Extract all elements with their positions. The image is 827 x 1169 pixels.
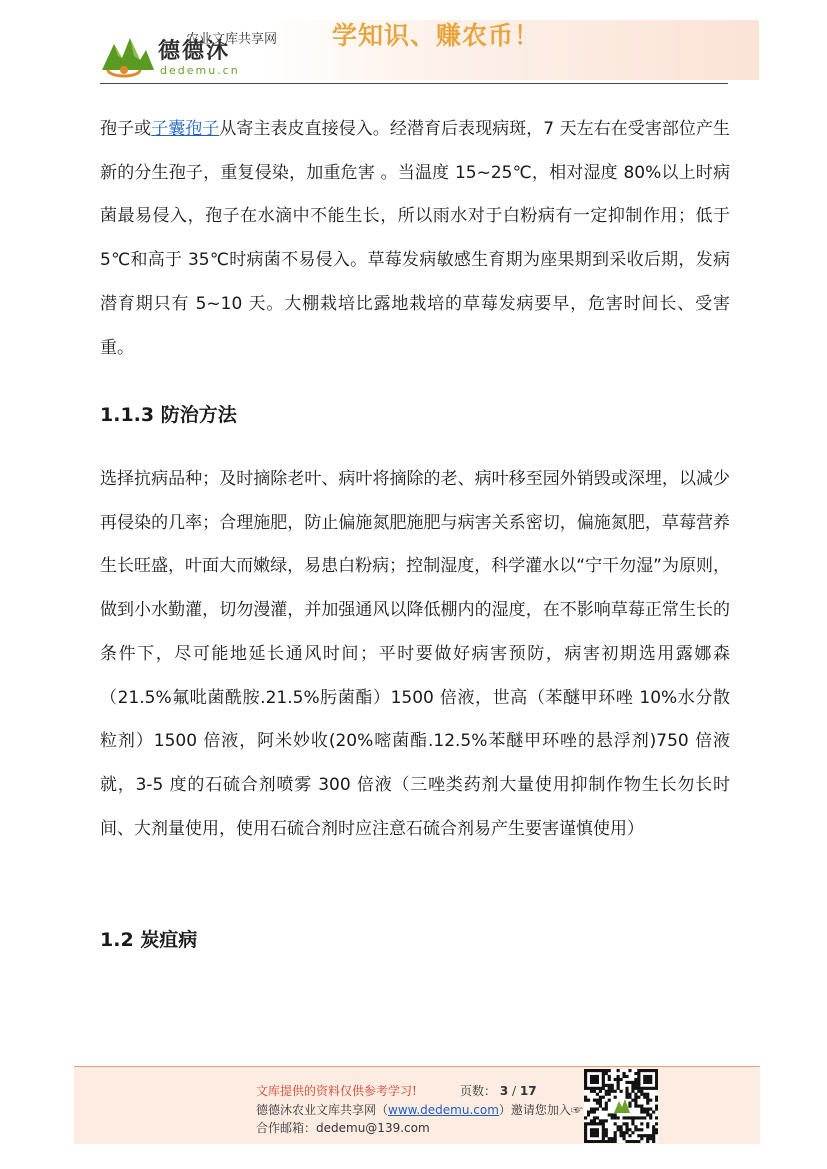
- footer-divider: [74, 1066, 760, 1067]
- page-total: 17: [519, 1084, 537, 1098]
- mail-label: 合作邮箱：: [256, 1121, 317, 1135]
- footer-site-suffix: ）邀请您加入☞: [498, 1103, 583, 1117]
- footer-site-prefix: 德德沐农业文库共享网（: [256, 1103, 389, 1117]
- section-heading-anthracnose: 1.2 炭疽病: [100, 929, 198, 951]
- paragraph-text-start: 孢子或: [100, 119, 152, 139]
- page-current: 3: [499, 1084, 509, 1098]
- logo-text-cn: 德德沐: [158, 38, 231, 64]
- pages-label: 页数：: [460, 1084, 497, 1098]
- qr-code[interactable]: [584, 1069, 658, 1143]
- page-counter: [460, 1082, 537, 1099]
- page-separator: /: [512, 1084, 517, 1098]
- section-heading-prevention: 1.1.3 防治方法: [100, 404, 237, 426]
- logo-mountain-icon: [100, 30, 156, 80]
- site-name: 农业文库共享网: [186, 32, 278, 47]
- paragraph-prevention: 选择抗病品种；及时摘除老叶、病叶将摘除的老、病叶移至园外销毁或深埋，以减少再侵染的几率；合理施肥，防止偏施氮肥施肥与病害关系密切，偏施氮肥，草莓营养生长旺盛，叶面大而嫩绿，易患白粉病；控制湿度，科学灌水以“宁干勿湿”为原则，做到小水勤灌，切勿漫灌，并加强通风以降低棚内的湿度，在不影响草莓正常生长的条件下，尽可能地延长通风时间；平时要做好病害预防，病害初期选用露娜森（21.5%氟吡菌酰胺.21.5%肟菌酯）1500 倍液，世高（苯醚甲环唑 10%水分散粒剂）1500 倍液，阿米妙收(20%嘧菌酯.12.5%苯醚甲环唑的悬浮剂)750 倍液就，3-5 度的石硫合剂喷雾 300 倍液（三唑类药剂大量使用抑制作物生长勿长时间、大剂量使用，使用石硫合剂时应注意石硫合剂易产生要害谨慎使用）: [100, 469, 730, 839]
- footer-note: 文库提供的资料仅供参考学习!: [256, 1084, 417, 1098]
- footer-site: [256, 1101, 583, 1118]
- footer-mail: [256, 1119, 430, 1136]
- qr-code-icon: [584, 1069, 658, 1143]
- qr-logo-mark: [614, 1099, 630, 1113]
- logo-text-en: dedemu.cn: [160, 64, 240, 77]
- paragraph-text-rest: 从寄主表皮直接侵入。经潜育后表现病斑，7 天左右在受害部位产生新的分生孢子，重复侵染，加重危害 。当温度 15~25℃，相对湿度 80%以上时病菌最易侵入，孢子在水滴中不能生长，所以雨水对于白粉病有一定抑制作用；低于 5℃和高于 35℃时病菌不易侵入。草莓发病敏感生育期为座果期到采收后期，发病潜育期只有 5~10 天。大棚栽培比露地栽培的草莓发病要早，危害时间长、受害重。: [100, 119, 731, 358]
- site-slogan: 学知识、赚农币！: [332, 21, 541, 50]
- mail-address[interactable]: dedemu@139.com: [316, 1121, 430, 1135]
- paragraph-infection: [100, 108, 730, 370]
- header-divider: [100, 83, 728, 84]
- ascospore-link[interactable]: 子囊孢子: [151, 119, 220, 139]
- footer-site-link[interactable]: www.dedemu.com: [388, 1103, 499, 1117]
